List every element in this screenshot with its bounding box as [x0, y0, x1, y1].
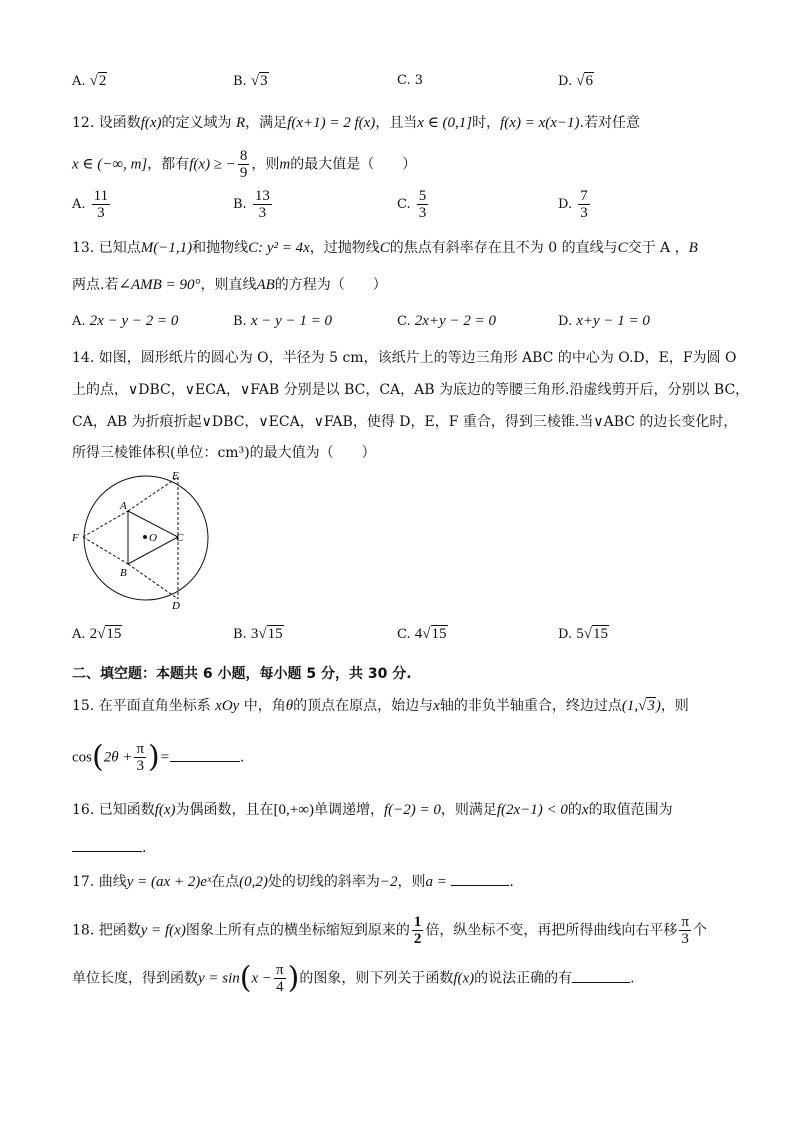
math: y = f(x): [140, 922, 186, 939]
label-c: C: [176, 532, 184, 544]
text: 的最大值是（ ）: [290, 156, 417, 173]
math: M(−1,1): [140, 240, 193, 256]
q13-line-1: [72, 239, 698, 257]
center-point: [143, 535, 147, 539]
math: f(x): [154, 802, 176, 818]
label-d: D: [172, 600, 180, 610]
math: x+y − 1 = 0: [576, 313, 650, 329]
text: ，满足: [245, 115, 288, 131]
text: 的顶点在原点，始边与: [293, 698, 434, 714]
q14-line-2: [72, 381, 749, 399]
sqrt-expression: 4√15: [414, 626, 447, 642]
q14-option-b: [233, 625, 284, 644]
text: 在点: [211, 874, 240, 890]
q11-option-b: [233, 72, 269, 91]
math: x ∈ (−∞, m]: [72, 156, 148, 173]
q15-line-2: cos(2θ + $\frac{\pi}{3}$ )= .: [72, 739, 245, 775]
math: ∠AMB = 90°: [118, 277, 201, 293]
q13-option-c: [397, 312, 496, 331]
math: =: [159, 749, 170, 766]
text: 的: [567, 802, 582, 818]
answer-blank[interactable]: [572, 982, 630, 983]
option-label: D.: [558, 74, 573, 89]
math: −2: [379, 874, 398, 890]
math: C: y² = 4x: [248, 240, 310, 256]
text: 的取值范围为: [588, 802, 673, 818]
q12-option-b: [233, 188, 274, 221]
text: 图象上所有点的横坐标缩短到原来的: [185, 922, 410, 939]
math: f(x): [453, 970, 475, 987]
math: f(−2) = 0: [383, 802, 441, 818]
text: 中，角: [243, 698, 286, 714]
q13-option-a: [72, 312, 178, 331]
option-label: A.: [72, 314, 86, 329]
math: x: [581, 802, 589, 818]
text: 把函数: [98, 922, 141, 939]
sqrt-expression: 5√15: [576, 626, 608, 642]
q11-option-d: [558, 72, 594, 91]
option-label: A.: [72, 74, 86, 89]
label-a: A: [120, 500, 127, 512]
q16-line-2: [72, 839, 146, 857]
text: 的焦点有斜率存在且不为 0 的直线与: [389, 240, 618, 256]
text: 交于 A ，: [627, 240, 689, 256]
question-number: 13.: [72, 240, 95, 256]
q13-line-2: [72, 276, 387, 294]
text: CA，AB 为折痕折起∨DBC，∨ECA，∨FAB，使得 D，E，F 重合，得到三棱锥.当∨ABC 的边长变化时，: [72, 414, 738, 430]
fraction: $\frac{11}{3}$: [93, 188, 109, 221]
text: 的说法正确的有: [474, 970, 573, 987]
text: 上的点，∨DBC，∨ECA，∨FAB 分别是以 BC，CA，AB 为底边的等腰三角形.沿虚线剪开后，分别以 BC，: [72, 382, 750, 398]
q18-line-1: [72, 914, 707, 947]
text: 在平面直角坐标系: [98, 698, 211, 714]
label-b: B: [120, 567, 127, 579]
math: C: [617, 240, 628, 256]
question-number: 18.: [72, 922, 95, 939]
question-number: 17.: [72, 874, 95, 890]
fraction: $\frac{1}{2}$: [413, 914, 422, 947]
text: 曲线: [98, 874, 127, 890]
q16-line-1: [72, 801, 673, 819]
math: f(2x−1) < 0: [496, 802, 568, 818]
math: cos: [72, 749, 92, 766]
label-o: O: [149, 532, 157, 544]
q14-option-a: [72, 625, 122, 644]
option-label: D.: [558, 197, 573, 212]
answer-blank[interactable]: [72, 851, 142, 852]
math: 2x+y − 2 = 0: [414, 313, 496, 329]
text: ，则: [660, 698, 689, 714]
math: f(x) = x(x−1): [500, 115, 580, 131]
math: f(x) ≥ −: [189, 156, 236, 173]
math: θ: [285, 698, 294, 714]
dashed-lines: [83, 477, 178, 599]
option-label: C.: [397, 197, 411, 212]
text: 设函数: [98, 115, 141, 131]
math: x − y − 1 = 0: [250, 313, 333, 329]
question-number: 14.: [72, 350, 95, 366]
text: 已知点: [98, 240, 141, 256]
text: 已知函数: [98, 802, 155, 818]
question-number: 16.: [72, 802, 95, 818]
text: 单位长度，得到函数: [72, 970, 198, 987]
point: (1,√3): [621, 698, 661, 714]
option-label: C.: [397, 314, 411, 329]
math: B: [688, 240, 698, 256]
option-label: C.: [397, 627, 411, 642]
text: ，则满足: [440, 802, 497, 818]
math: 2θ +: [103, 749, 133, 766]
sqrt-expression: √3: [250, 73, 268, 89]
math: AB: [256, 277, 275, 293]
text: 两点.若: [72, 277, 119, 293]
text: 为偶函数，且在: [175, 802, 274, 818]
text: 轴的非负半轴重合，终边过点: [439, 698, 622, 714]
text: ，则: [251, 156, 280, 173]
fraction: $\frac{\pi}{3}$: [136, 741, 145, 774]
option-label: B.: [233, 197, 247, 212]
text: 处的切线的斜率为: [267, 874, 380, 890]
q14-figure: [70, 466, 220, 610]
option-label: B.: [233, 74, 247, 89]
text: 的定义域为: [161, 115, 232, 131]
text: ，都有: [147, 156, 190, 173]
sqrt-expression: 3√15: [250, 626, 283, 642]
q14-option-c: [397, 625, 448, 644]
text: .: [142, 840, 147, 856]
math: x: [433, 698, 440, 714]
q14-line-1: [72, 349, 736, 367]
option-label: A.: [72, 197, 86, 212]
q12-option-a: [72, 188, 112, 221]
text: ，且当: [375, 115, 418, 131]
text: ，则直线: [200, 277, 257, 293]
math: x −: [251, 970, 273, 987]
question-number: 15.: [72, 698, 95, 714]
math: x ∈ (0,1]: [417, 115, 473, 131]
q12-line-2: [72, 148, 416, 181]
q11-option-a: [72, 72, 107, 91]
math: xOy: [215, 698, 240, 714]
q14-option-d: [558, 625, 609, 644]
fraction: $\frac{\pi}{3}$: [681, 914, 689, 947]
option-label: D.: [558, 627, 573, 642]
section-heading: 二、填空题：本题共 6 小题，每小题 5 分，共 30 分.: [72, 666, 412, 682]
q12-option-d: [558, 188, 592, 221]
text: ，则: [397, 874, 426, 890]
fraction: $\frac{5}{3}$: [418, 188, 427, 221]
sqrt-expression: √6: [576, 73, 593, 89]
text: .若对任意: [579, 115, 640, 131]
text: 个: [692, 922, 707, 939]
sqrt-expression: √2: [89, 73, 107, 89]
text: 单调递增，: [313, 802, 384, 818]
fraction: $\frac{\pi}{4}$: [276, 962, 284, 995]
text: 倍，纵坐标不变，再把所得曲线向右平移: [425, 922, 678, 939]
text: .: [239, 749, 245, 766]
q12-line-1: [72, 114, 640, 132]
text: 的图象，则下列关于函数: [299, 970, 454, 987]
math: y = (ax + 2)eˣ: [126, 874, 212, 890]
math: y = sin: [198, 970, 240, 987]
sqrt-expression: 2√15: [89, 626, 122, 642]
answer-blank[interactable]: [451, 885, 509, 886]
q11-option-c: [397, 72, 423, 90]
label-f: F: [72, 532, 79, 544]
text: .: [509, 874, 514, 890]
q12-option-c: [397, 188, 430, 221]
math: a =: [425, 874, 447, 890]
answer-blank[interactable]: [170, 761, 240, 762]
label-e: E: [172, 470, 179, 482]
text: 时，: [472, 115, 501, 131]
option-label: C. 3: [397, 73, 424, 88]
option-label: B.: [233, 314, 247, 329]
fraction: $\frac{7}{3}$: [580, 188, 588, 221]
math: [0,+∞): [273, 802, 314, 818]
text: 和抛物线: [192, 240, 249, 256]
q15-line-1: [72, 697, 689, 715]
q14-line-3: [72, 413, 737, 431]
math: R: [236, 115, 246, 131]
option-label: D.: [558, 314, 573, 329]
option-label: A.: [72, 627, 86, 642]
math: f(x+1) = 2 f(x): [287, 115, 376, 131]
text: 的方程为（ ）: [274, 277, 387, 293]
fraction: $\frac{13}{3}$: [254, 188, 270, 221]
math: m: [279, 156, 291, 173]
text: ，过抛物线: [309, 240, 380, 256]
q18-line-2: 单位长度，得到函数y = sin(x − $\frac{\pi}{4}$ )的图象，则下列关于函数f(x)的说法正确的有 .: [72, 960, 635, 996]
text: 所得三棱锥体积(单位：cm³)的最大值为（ ）: [72, 445, 376, 461]
math: f(x): [140, 115, 162, 131]
math: 2x − y − 2 = 0: [89, 313, 179, 329]
text: 如图，圆形纸片的圆心为 O，半径为 5 cm，该纸片上的等边三角形 ABC 的中心为 O.D，E，F为圆 O: [98, 350, 737, 366]
option-label: B.: [233, 627, 247, 642]
q13-option-b: [233, 312, 332, 331]
question-number: 12.: [72, 115, 95, 131]
fraction: $\frac{8}{9}$: [239, 148, 248, 181]
q13-option-d: [558, 312, 650, 331]
math: (0,2): [239, 874, 268, 890]
math: C: [379, 240, 390, 256]
q17-line-1: [72, 873, 514, 891]
q14-line-4: [72, 444, 376, 462]
text: .: [630, 970, 635, 987]
